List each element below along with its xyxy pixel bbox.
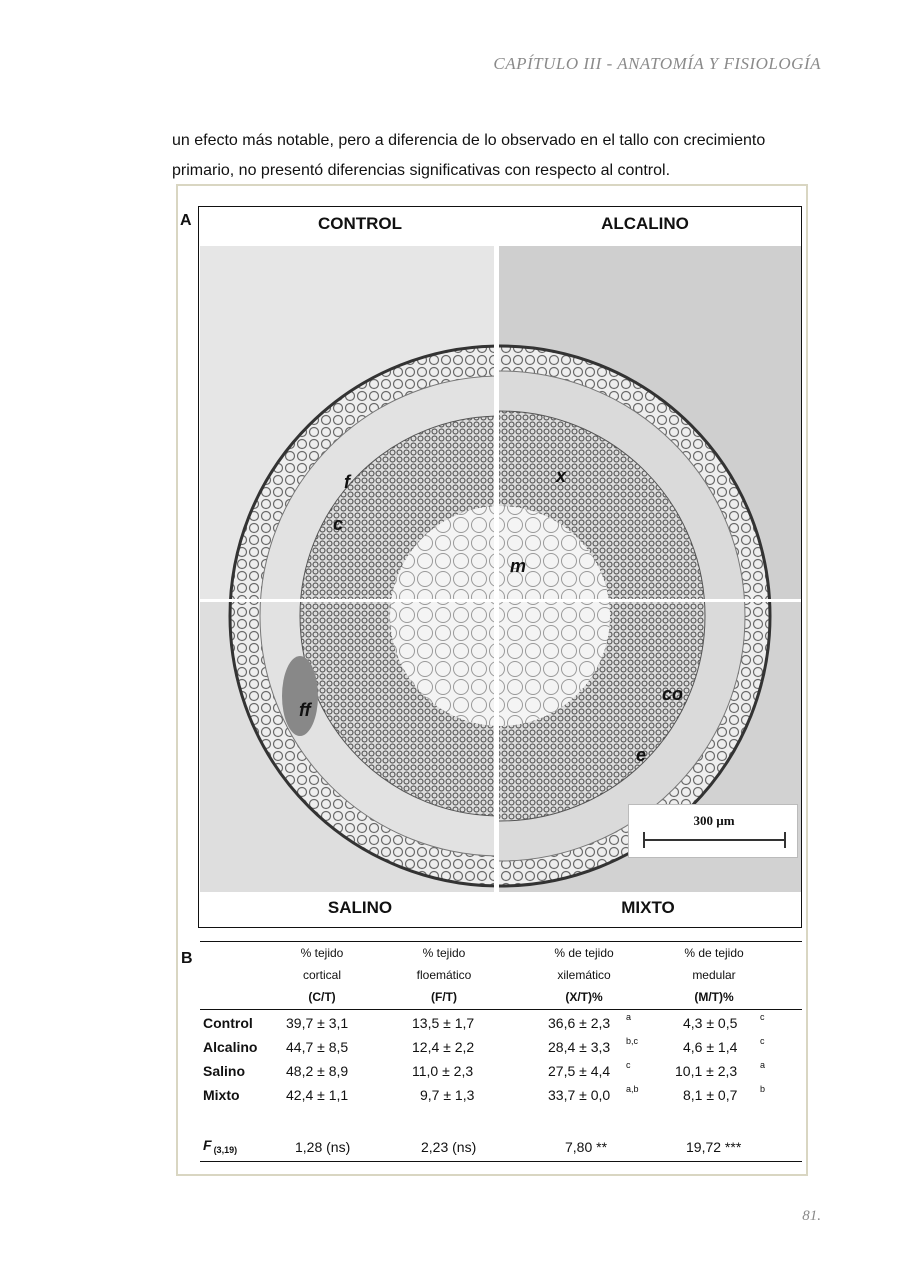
paragraph-line-1: un efecto más notable, pero a diferencia de lo observado en el tallo con crecimiento [172,132,766,149]
cell-alcalino-xilematico: 28,4 ± 3,3 [548,1039,611,1055]
header-floematico: % tejido floemático (F/T) [416,946,472,1004]
f-statistic-label: F $_{(3,19)}$ [203,1137,238,1155]
scale-bar [628,804,798,858]
panel-b-label: B [181,950,193,967]
row-label-control: Control [203,1015,253,1031]
scale-bar-tick-right [784,832,786,848]
label-f: f [344,472,350,492]
cell-salino-xilematico: 27,5 ± 4,4 [548,1063,611,1079]
stem-cross-section-illustration [200,246,801,892]
sup-alcalino-m: c [760,1036,765,1046]
cell-control-cortical: 39,7 ± 3,1 [286,1015,349,1031]
cell-mixto-floematico: 9,7 ± 1,3 [420,1087,475,1103]
body-paragraph [172,126,820,186]
f-value-cortical: 1,28 (ns) [295,1139,351,1155]
row-label-alcalino: Alcalino [203,1039,258,1055]
sup-salino-x: c [626,1060,631,1070]
sup-mixto-x: a,b [626,1084,639,1094]
caption-control: CONTROL [317,214,403,233]
caption-alcalino: ALCALINO [601,214,689,233]
table-bottom-rule [200,1161,802,1162]
sup-control-m: c [760,1012,765,1022]
cell-control-floematico: 13,5 ± 1,7 [412,1015,475,1031]
label-ff: ff [299,700,311,720]
cell-mixto-medular: 8,1 ± 0,7 [683,1087,738,1103]
row-label-mixto: Mixto [203,1087,240,1103]
cell-salino-floematico: 11,0 ± 2,3 [412,1063,474,1079]
header-medular: % de tejido medular (M/T)% [684,946,744,1004]
cell-salino-medular: 10,1 ± 2,3 [675,1063,738,1079]
scale-bar-line [643,839,785,841]
header-xilematico: % de tejido xilemático (X/T)% [554,946,614,1004]
f-value-floematico: 2,23 (ns) [421,1139,477,1155]
cell-control-medular: 4,3 ± 0,5 [683,1015,738,1031]
cell-alcalino-cortical: 44,7 ± 8,5 [286,1039,349,1055]
header-cortical: % tejido cortical (C/T) [300,946,344,1004]
label-c: c [333,514,344,534]
label-x: x [556,466,567,486]
scale-bar-label: 300 µm [693,813,735,828]
cell-mixto-xilematico: 33,7 ± 0,0 [548,1087,611,1103]
scale-bar-tick-left [643,832,645,848]
f-value-xilematico: 7,80 ** [565,1139,608,1155]
f-value-medular: 19,72 *** [686,1139,742,1155]
sup-control-x: a [626,1012,632,1022]
cell-salino-cortical: 48,2 ± 8,9 [286,1063,349,1079]
cell-alcalino-floematico: 12,4 ± 2,2 [412,1039,475,1055]
cell-alcalino-medular: 4,6 ± 1,4 [683,1039,738,1055]
label-co: co [662,684,684,704]
f-statistic-df: (3,19) [213,1145,238,1155]
caption-mixto: MIXTO [621,898,675,917]
cell-mixto-cortical: 42,4 ± 1,1 [286,1087,349,1103]
sup-salino-m: a [760,1060,766,1070]
sup-mixto-m: b [760,1084,766,1094]
paragraph-line-2: primario, no presentó diferencias significativas con respecto al control. [172,162,671,179]
sup-alcalino-x: b,c [626,1036,639,1046]
chapter-header: CAPÍTULO III - ANATOMÍA Y FISIOLOGÍA [493,54,821,73]
label-e: e [636,745,647,765]
caption-salino: SALINO [327,898,393,917]
page-number: 81. [802,1208,821,1224]
panel-a-label: A [180,212,192,229]
cell-control-xilematico: 36,6 ± 2,3 [548,1015,611,1031]
label-m: m [510,556,527,576]
table-header-rule [200,1009,802,1010]
row-label-salino: Salino [203,1063,246,1079]
